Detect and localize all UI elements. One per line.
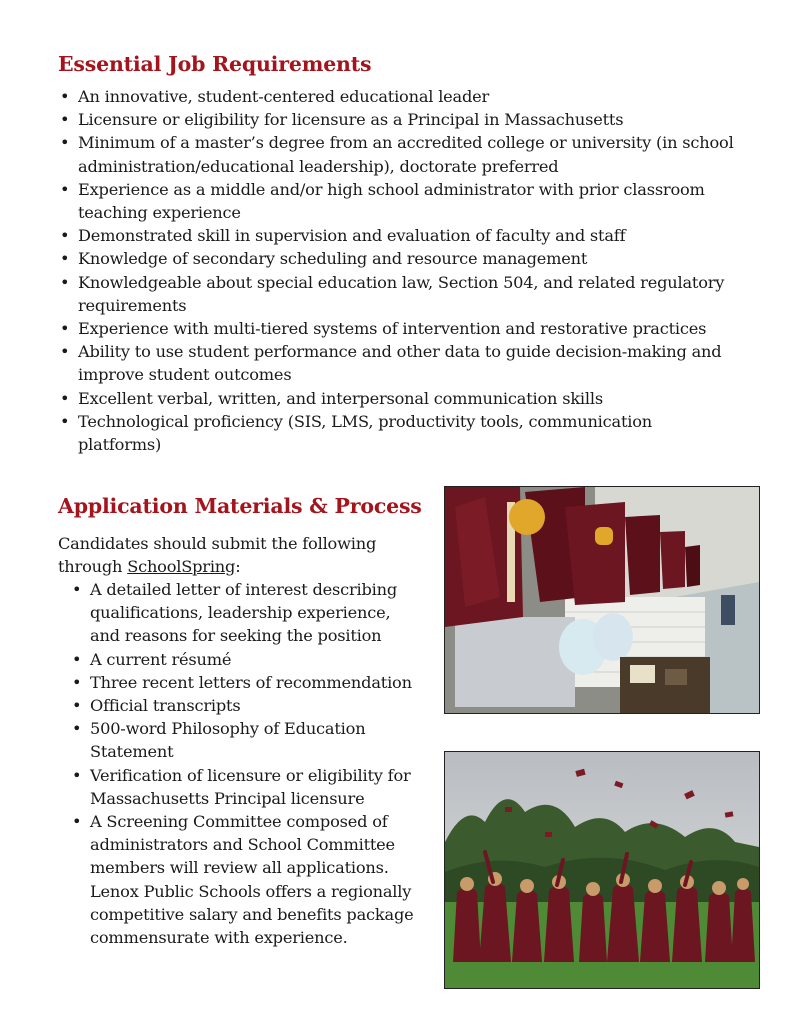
list-item: • Three recent letters of recommendation (70, 671, 415, 694)
list-item: • Official transcripts (70, 694, 415, 717)
list-item: • Excellent verbal, written, and interpersonal communication skills (58, 387, 738, 410)
jackets-illustration (445, 487, 759, 713)
list-item: • A Screening Committee composed of administrators and School Committee members will review all applications. Lenox Public Schools offers a regionally competitive salary and benefits package commensurate with experience. (70, 810, 415, 949)
list-item: • 500-word Philosophy of Education Statement (70, 717, 415, 763)
application-heading: Application Materials & Process (58, 494, 422, 518)
list-item: • An innovative, student-centered educational leader (58, 85, 738, 108)
requirements-list (58, 85, 738, 456)
intro-suffix: : (235, 557, 241, 577)
list-item: • Experience as a middle and/or high school administrator with prior classroom teaching experience (58, 178, 738, 224)
schoolspring-link[interactable]: SchoolSpring (127, 557, 236, 577)
list-item: • A detailed letter of interest describing qualifications, leadership experience, and reasons for seeking the position (70, 578, 415, 648)
list-item: • Licensure or eligibility for licensure as a Principal in Massachusetts (58, 108, 738, 131)
graduation-photo (444, 751, 760, 989)
list-item: • Verification of licensure or eligibility for Massachusetts Principal licensure (70, 764, 415, 810)
graduation-illustration (445, 752, 759, 988)
materials-list (70, 578, 415, 949)
list-item: • A current résumé (70, 648, 415, 671)
list-item: • Knowledgeable about special education law, Section 504, and related regulatory requirements (58, 271, 738, 317)
jackets-hallway-photo (444, 486, 760, 714)
list-item: • Ability to use student performance and other data to guide decision-making and improve student outcomes (58, 340, 738, 386)
list-item: • Experience with multi-tiered systems of intervention and restorative practices (58, 317, 738, 340)
list-item: • Knowledge of secondary scheduling and resource management (58, 247, 738, 270)
intro-prefix: Candidates should submit the following through (58, 534, 377, 577)
requirements-heading: Essential Job Requirements (58, 52, 372, 76)
application-intro (58, 532, 428, 578)
list-item: • Demonstrated skill in supervision and evaluation of faculty and staff (58, 224, 738, 247)
list-item: • Minimum of a master’s degree from an accredited college or university (in school administration/educational leadership), doctorate preferred (58, 131, 738, 177)
list-item: • Technological proficiency (SIS, LMS, productivity tools, communication platforms) (58, 410, 738, 456)
